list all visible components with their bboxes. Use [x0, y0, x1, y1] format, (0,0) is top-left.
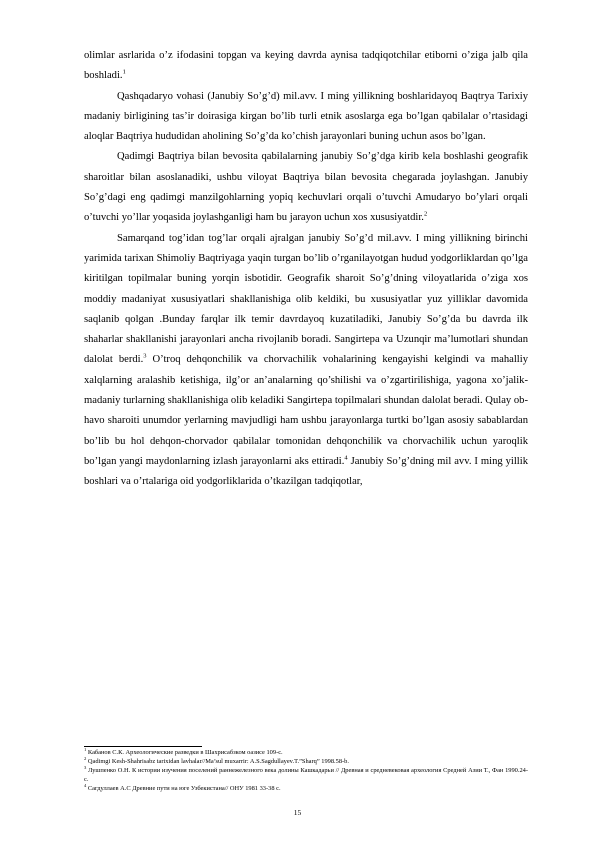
footnote — [84, 748, 528, 757]
footnote-number: 2 — [84, 755, 87, 761]
paragraph — [84, 229, 528, 493]
footnote-number: 3 — [84, 765, 87, 771]
paragraph — [84, 46, 528, 87]
footnote-number: 1 — [84, 746, 87, 752]
footnote-ref: 3 — [143, 352, 147, 360]
footnote-separator — [84, 746, 202, 747]
footnotes — [84, 748, 528, 793]
footnote-text: Сагдуллаев А.С Древние пути на юге Узбекистана// ОНУ 1981 33-38 с. — [86, 785, 281, 793]
paragraph-text: Qadimgi Baqtriya bilan bevosita qabilalarning janubiy So’g’dga kirib kela boshlashi geografik sharoitlar bilan asoslanadiki, ushbu viloyat Baqtriya bilan bevosita chegarada joylashgan. Janubiy So’g’dagi eng qadimgi manzilgohlarning yopiq kechuvlari orqali o’tuvchi Amudaryo bo’ylari orqali o’tuvchi yo’llar yoqasida joylashganligi ham bu jarayon uchun xos xususiyatdir. — [84, 151, 528, 224]
paragraph-text: Qashqadaryo vohasi (Janubiy So’g’d) mil.avv. I ming yillikning boshlaridayoq Baqtrya Tarixiy madaniy birligining tas’ir doirasiga kirgan bo’lib turli etnik asoslarga ega bo’lgan qabilalar o’rtasidagi aloqlar Baqtriya hududidan aholining So’g’da ko’chish jarayonlari buning uchun asos bo’lgan. — [84, 90, 528, 143]
paragraph-text: olimlar asrlarida o’z ifodasini topgan va keying davrda aynisa tadqiqotchilar etiborni o’ziga jalb qila boshladi. — [84, 50, 528, 82]
paragraph-text: O’troq dehqonchilik va chorvachilik vohalarining kengayishi kelgindi va mahalliy xalqlarning aralashib ketishiga, ilg’or an’analarning qo’shilishi va o’zgartirilishiga, yagona xo’jalik-madaniy turlarning shakllanishiga olib keladiki Sangirtepa topilmalari shundan dalolat beradi. Qulay ob-havo sharoiti unumdor yerlarning mavjudligi ham ushbu jarayonlarga turtki bo’lgan asosiy sabablardan bo’lib bu hol dehqon-chorvador qabilalar tomonidan dehqonchilik va chorvachilik uchun yaroqlik bo’lgan yangi maydonlarning izlash jarayonlarni aks ettiradi. — [84, 354, 528, 467]
footnote-ref: 4 — [344, 454, 348, 462]
page-number: 15 — [293, 808, 302, 817]
footnote — [84, 766, 528, 784]
body-text — [84, 46, 528, 493]
footnote-text: Лушпенко О.Н. К истории изучения поселений раннежелезного века долины Кашкадарьи // Древная и средневековая археология Средней Азии Т., Фан 1990.24-с. — [84, 767, 528, 784]
footnote-text: Кабанов С.К. Археологические разведки в Шахрисабзком оазисе 109-с. — [86, 749, 283, 756]
paragraph-text: Samarqand tog’idan tog’lar orqali ajralgan janubiy So’g’d mil.avv. I ming yillikning birinchi yarimida tarixan Shimoliy Baqtriyaga yaqin turgan bo’lib o’rganilayotgan hudud yodgorliklardan qo’lga kiritilgan topilmalar buning yorqin isbotidir. Geografik sharoit So’g’dning viloyatlarida o’ziga xos moddiy madaniyat xususiyatlari shakllanishiga olib keldiki, bu xususiyatlar yuz yilliklar davomida saqlanib qolgan .Bunday farqlar ilk temir davrdayoq kuzatiladiki, Janubiy So’g’da bu davrda ilk shaharlar shakllanishi jarayonlari ancha rivojlanib boradi. Sangirtepa va Uzunqir ma’lumotlari shundan dalolat berdi. — [84, 232, 528, 366]
footnote — [84, 784, 528, 793]
paragraph — [84, 87, 528, 148]
footnote-text: Qadimgi Kesh-Shahrisabz tarixidan lavhalar//Ma’sul muxarrir: A.S.Sagdullayev.T.”Sharq” 1998.58-b. — [86, 758, 349, 766]
footnote-ref: 1 — [122, 68, 126, 76]
footnote-number: 4 — [84, 783, 87, 789]
footnote — [84, 757, 528, 766]
footnote-ref: 2 — [423, 210, 428, 218]
paragraph-text: Janubiy So’g’dning mil avv. I ming yillik boshlari va o’rtalariga oid yodgorliklarida o’tkazilgan tadqiqotlar, — [84, 455, 528, 488]
paragraph — [84, 147, 528, 228]
